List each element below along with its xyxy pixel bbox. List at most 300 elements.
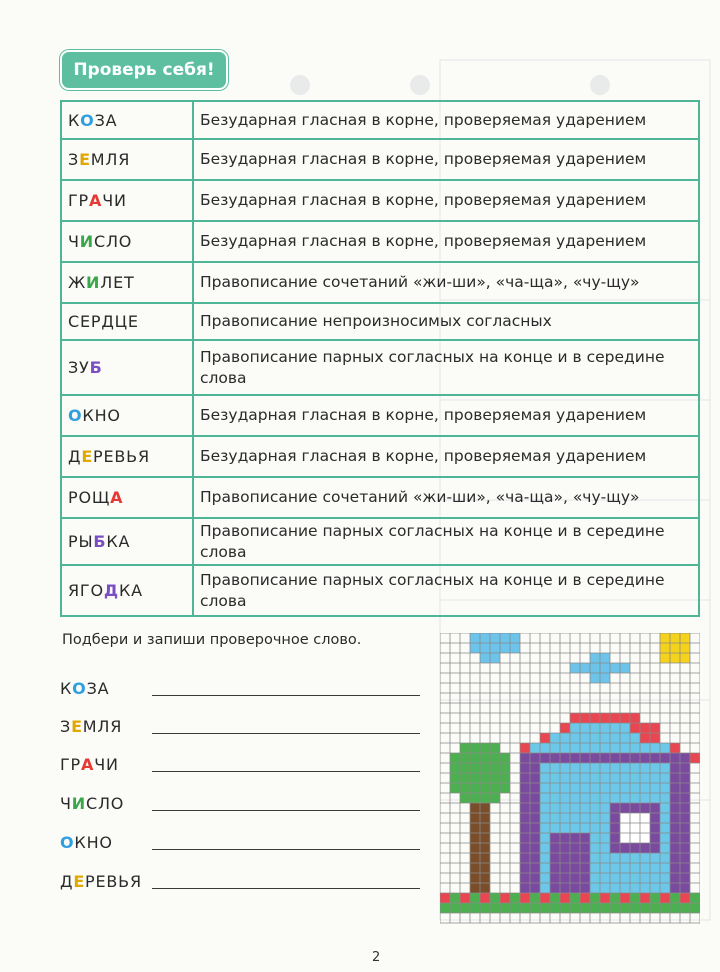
pixel-cell (590, 783, 600, 793)
pixel-cell (610, 803, 620, 813)
pixel-cell (680, 863, 690, 873)
pixel-cell (680, 813, 690, 823)
pixel-cell (460, 753, 470, 763)
pixel-cell (580, 783, 590, 793)
highlighted-letter: И (79, 232, 94, 251)
pixel-cell (600, 673, 610, 683)
write-word (60, 717, 122, 736)
pixel-cell (560, 733, 570, 743)
highlighted-letter: А (89, 191, 103, 210)
pixel-cell (470, 753, 480, 763)
pixel-cell (660, 853, 670, 863)
pixel-cell (670, 823, 680, 833)
pixel-cell (630, 743, 640, 753)
word-cell (61, 518, 193, 565)
word-part: РЕВЬЯ (85, 872, 142, 891)
pixel-cell (590, 773, 600, 783)
pixel-cell (640, 823, 650, 833)
pixel-cell (550, 873, 560, 883)
pixel-cell (630, 873, 640, 883)
pixel-cell (650, 723, 660, 733)
rule-row (61, 221, 699, 262)
pixel-cell (500, 753, 510, 763)
pixel-cell (580, 723, 590, 733)
pixel-cell (520, 883, 530, 893)
pixel-cell (670, 763, 680, 773)
pixel-cell (490, 783, 500, 793)
rule-text: Безударная гласная в корне, проверяемая ударением (193, 395, 699, 436)
pixel-cell (460, 743, 470, 753)
pixel-cell (480, 803, 490, 813)
pixel-cell (680, 783, 690, 793)
write-row (60, 746, 420, 776)
pixel-cell (600, 863, 610, 873)
pixel-cell (630, 793, 640, 803)
word-part: ЗУ (68, 358, 90, 377)
highlighted-letter: Е (79, 150, 91, 169)
pixel-cell (590, 823, 600, 833)
pixel-cell (660, 873, 670, 883)
pixel-cell (660, 763, 670, 773)
pixel-cell (530, 803, 540, 813)
pixel-cell (680, 643, 690, 653)
pixel-cell (580, 773, 590, 783)
pixel-cell (460, 783, 470, 793)
pixel-cell (670, 793, 680, 803)
pixel-cell (540, 773, 550, 783)
pixel-cell (580, 663, 590, 673)
pixel-cell (580, 863, 590, 873)
answer-line[interactable] (152, 733, 420, 734)
pixel-cell (600, 813, 610, 823)
pixel-cell (590, 813, 600, 823)
pixel-cell (650, 813, 660, 823)
pixel-cell (570, 793, 580, 803)
pixel-cell (600, 853, 610, 863)
rule-row (61, 565, 699, 616)
pixel-cell (640, 853, 650, 863)
pixel-cell (670, 853, 680, 863)
pixel-cell (630, 733, 640, 743)
pixel-cell (640, 873, 650, 883)
word-part: Д (68, 447, 82, 466)
pixel-cell (480, 653, 490, 663)
pixel-cell (500, 763, 510, 773)
pixel-cell (630, 853, 640, 863)
pixel-cell (550, 883, 560, 893)
word-part: РЫ (68, 532, 94, 551)
pixel-cell (620, 723, 630, 733)
pixel-cell (620, 743, 630, 753)
pixel-cell (550, 853, 560, 863)
pixel-cell (490, 763, 500, 773)
pixel-cell (600, 893, 610, 903)
pixel-cell (580, 873, 590, 883)
pixel-cell (540, 863, 550, 873)
pixel-art-house-grid (440, 633, 700, 931)
pixel-cell (460, 763, 470, 773)
word-cell (61, 139, 193, 180)
rule-text: Безударная гласная в корне, проверяемая ударением (193, 180, 699, 221)
pixel-cell (660, 793, 670, 803)
pixel-cell (610, 853, 620, 863)
pixel-cell (670, 773, 680, 783)
pixel-cell (590, 733, 600, 743)
pixel-cell (530, 813, 540, 823)
pixel-cell (560, 873, 570, 883)
pixel-cell (480, 633, 490, 643)
pixel-cell (610, 893, 620, 903)
pixel-cell (620, 883, 630, 893)
pixel-cell (540, 813, 550, 823)
pixel-cell (610, 713, 620, 723)
pixel-cell (650, 823, 660, 833)
pixel-cell (610, 843, 620, 853)
answer-line[interactable] (152, 888, 420, 889)
pixel-cell (600, 793, 610, 803)
pixel-cell (520, 843, 530, 853)
pixel-cell (540, 893, 550, 903)
pixel-cell (620, 823, 630, 833)
pixel-cell (450, 753, 460, 763)
write-word (60, 872, 142, 891)
rule-row (61, 180, 699, 221)
pixel-cell (440, 893, 450, 903)
word-part: СЕРДЦЕ (68, 312, 139, 331)
pixel-cell (590, 673, 600, 683)
pixel-cell (610, 783, 620, 793)
pixel-cell (560, 883, 570, 893)
word-part: ЗА (86, 679, 110, 698)
pixel-cell (670, 753, 680, 763)
rule-text: Безударная гласная в корне, проверяемая ударением (193, 436, 699, 477)
pixel-cell (610, 723, 620, 733)
pixel-cell (680, 903, 690, 913)
pixel-cell (450, 783, 460, 793)
pixel-cell (590, 713, 600, 723)
rule-text: Безударная гласная в корне, проверяемая ударением (193, 101, 699, 139)
pixel-cell (610, 733, 620, 743)
pixel-cell (490, 893, 500, 903)
pixel-cell (470, 853, 480, 863)
pixel-cell (640, 723, 650, 733)
pixel-cell (640, 903, 650, 913)
pixel-cell (520, 873, 530, 883)
pixel-cell (510, 893, 520, 903)
highlighted-letter: Е (71, 717, 83, 736)
pixel-cell (460, 773, 470, 783)
pixel-cell (630, 813, 640, 823)
pixel-cell (570, 753, 580, 763)
pixel-cell (650, 883, 660, 893)
pixel-cell (600, 873, 610, 883)
word-part: РОЩ (68, 488, 111, 507)
word-part: КА (118, 581, 143, 600)
pixel-cell (600, 733, 610, 743)
pixel-cell (470, 793, 480, 803)
highlighted-letter: О (60, 833, 75, 852)
pixel-cell (680, 753, 690, 763)
pixel-cell (500, 903, 510, 913)
pixel-cell (620, 783, 630, 793)
rule-row (61, 436, 699, 477)
pixel-cell (520, 903, 530, 913)
pixel-cell (540, 853, 550, 863)
pixel-cell (570, 843, 580, 853)
pixel-cell (670, 813, 680, 823)
pixel-cell (620, 853, 630, 863)
pixel-cell (650, 853, 660, 863)
pixel-cell (520, 893, 530, 903)
pixel-cell (490, 643, 500, 653)
pixel-cell (660, 883, 670, 893)
pixel-cell (580, 903, 590, 913)
word-part: КНО (74, 833, 113, 852)
pixel-cell (670, 833, 680, 843)
pixel-cell (520, 743, 530, 753)
pixel-cell (570, 723, 580, 733)
pixel-cell (470, 833, 480, 843)
pixel-cell (580, 883, 590, 893)
pixel-cell (630, 863, 640, 873)
pixel-cell (520, 793, 530, 803)
pixel-cell (540, 843, 550, 853)
word-part: ГР (68, 191, 90, 210)
pixel-cell (520, 783, 530, 793)
pixel-cell (610, 743, 620, 753)
answer-line[interactable] (152, 771, 420, 772)
pixel-cell (620, 873, 630, 883)
pixel-cell (660, 903, 670, 913)
pixel-cell (530, 873, 540, 883)
pixel-cell (610, 793, 620, 803)
rule-row (61, 101, 699, 139)
pixel-cell (480, 853, 490, 863)
pixel-cell (660, 653, 670, 663)
pixel-cell (470, 643, 480, 653)
pixel-cell (560, 893, 570, 903)
word-cell (61, 262, 193, 303)
pixel-cell (520, 813, 530, 823)
pixel-cell (610, 753, 620, 763)
pixel-cell (510, 643, 520, 653)
pixel-cell (660, 813, 670, 823)
pixel-cell (580, 833, 590, 843)
pixel-cell (650, 733, 660, 743)
pixel-cell (580, 813, 590, 823)
pixel-cell (530, 823, 540, 833)
pixel-cell (530, 793, 540, 803)
word-part: ЧИ (94, 755, 119, 774)
pixel-cell (670, 643, 680, 653)
pixel-cell (560, 723, 570, 733)
pixel-cell (470, 813, 480, 823)
pixel-cell (570, 783, 580, 793)
pixel-cell (610, 873, 620, 883)
pixel-cell (670, 893, 680, 903)
highlighted-letter: А (81, 755, 95, 774)
pixel-cell (480, 763, 490, 773)
pixel-cell (620, 773, 630, 783)
pixel-cell (690, 903, 700, 913)
word-cell (61, 340, 193, 395)
pixel-cell (560, 843, 570, 853)
pixel-cell (550, 773, 560, 783)
pixel-cell (570, 743, 580, 753)
pixel-cell (550, 903, 560, 913)
pixel-cell (640, 883, 650, 893)
word-part: З (68, 150, 80, 169)
pixel-cell (550, 753, 560, 763)
pixel-cell (570, 823, 580, 833)
pixel-cell (600, 763, 610, 773)
pixel-cell (680, 873, 690, 883)
word-part: СЛО (93, 232, 133, 251)
rule-row (61, 303, 699, 340)
pixel-cell (570, 663, 580, 673)
highlighted-letter: О (80, 110, 95, 130)
pixel-cell (650, 863, 660, 873)
pixel-cell (470, 873, 480, 883)
answer-line[interactable] (152, 810, 420, 811)
pixel-cell (650, 743, 660, 753)
pixel-cell (650, 763, 660, 773)
pixel-cell (540, 903, 550, 913)
pixel-cell (620, 893, 630, 903)
pixel-cell (480, 793, 490, 803)
pixel-cell (560, 903, 570, 913)
write-row (60, 785, 420, 815)
word-part: Ч (68, 232, 80, 251)
pixel-cell (560, 783, 570, 793)
pixel-cell (470, 783, 480, 793)
word-part: К (68, 110, 81, 130)
pixel-cell (690, 753, 700, 763)
pixel-cell (620, 713, 630, 723)
pixel-cell (640, 793, 650, 803)
pixel-cell (620, 903, 630, 913)
pixel-cell (680, 883, 690, 893)
rule-text: Правописание парных согласных на конце и в середине слова (193, 340, 699, 395)
pixel-cell (650, 773, 660, 783)
pixel-cell (490, 753, 500, 763)
pixel-cell (590, 663, 600, 673)
check-yourself-title: Проверь себя! (60, 50, 228, 90)
answer-line[interactable] (152, 695, 420, 696)
pixel-cell (520, 803, 530, 813)
rule-text: Правописание сочетаний «жи-ши», «ча-ща», «чу-щу» (193, 477, 699, 518)
pixel-cell (680, 793, 690, 803)
pixel-cell (530, 783, 540, 793)
pixel-cell (610, 763, 620, 773)
rule-text: Безударная гласная в корне, проверяемая ударением (193, 221, 699, 262)
pixel-cell (570, 813, 580, 823)
pixel-cell (650, 783, 660, 793)
pixel-cell (550, 793, 560, 803)
pixel-cell (620, 793, 630, 803)
pixel-cell (570, 883, 580, 893)
pixel-cell (640, 893, 650, 903)
pixel-cell (550, 743, 560, 753)
pixel-cell (590, 803, 600, 813)
pixel-cell (690, 893, 700, 903)
highlighted-letter: А (110, 488, 124, 507)
pixel-cell (670, 883, 680, 893)
pixel-cell (620, 763, 630, 773)
highlighted-letter: Е (81, 447, 94, 466)
pixel-cell (620, 733, 630, 743)
rule-row (61, 477, 699, 518)
pixel-cell (560, 833, 570, 843)
pixel-cell (600, 713, 610, 723)
pixel-cell (540, 743, 550, 753)
pixel-cell (640, 833, 650, 843)
pixel-cell (530, 743, 540, 753)
pixel-cell (680, 853, 690, 863)
rule-text: Правописание сочетаний «жи-ши», «ча-ща», «чу-щу» (193, 262, 699, 303)
task-prompt: Подбери и запиши проверочное слово. (62, 632, 362, 648)
word-cell (61, 395, 193, 436)
pixel-cell (500, 773, 510, 783)
pixel-cell (570, 803, 580, 813)
pixel-cell (660, 803, 670, 813)
pixel-cell (550, 733, 560, 743)
pixel-cell (530, 753, 540, 763)
pixel-cell (570, 773, 580, 783)
pixel-cell (470, 893, 480, 903)
pixel-cell (620, 843, 630, 853)
pixel-cell (550, 783, 560, 793)
page-number: 2 (372, 950, 381, 965)
pixel-cell (540, 793, 550, 803)
pixel-cell (450, 763, 460, 773)
write-row (60, 670, 420, 700)
pixel-cell (590, 843, 600, 853)
word-part: Ч (60, 794, 72, 813)
pixel-cell (680, 763, 690, 773)
pixel-cell (530, 853, 540, 863)
pixel-cell (660, 753, 670, 763)
word-cell (61, 101, 193, 139)
rule-text: Правописание парных согласных на конце и в середине слова (193, 518, 699, 565)
rule-row (61, 518, 699, 565)
pixel-cell (590, 763, 600, 773)
word-part: ЯГО (68, 581, 104, 600)
pixel-cell (590, 653, 600, 663)
answer-line[interactable] (152, 849, 420, 850)
pixel-cell (470, 883, 480, 893)
word-part: З (60, 717, 72, 736)
pixel-cell (600, 833, 610, 843)
pixel-cell (630, 753, 640, 763)
pixel-cell (680, 803, 690, 813)
pixel-cell (560, 803, 570, 813)
pixel-cell (620, 753, 630, 763)
pixel-cell (680, 773, 690, 783)
pixel-cell (630, 723, 640, 733)
pixel-cell (660, 833, 670, 843)
highlighted-letter: О (68, 406, 83, 425)
rule-text: Безударная гласная в корне, проверяемая ударением (193, 139, 699, 180)
pixel-cell (470, 763, 480, 773)
pixel-cell (550, 803, 560, 813)
pixel-cell (470, 773, 480, 783)
pixel-cell (540, 873, 550, 883)
pixel-cell (490, 773, 500, 783)
pixel-cell (550, 833, 560, 843)
highlighted-letter: И (71, 794, 86, 813)
pixel-cell (540, 753, 550, 763)
